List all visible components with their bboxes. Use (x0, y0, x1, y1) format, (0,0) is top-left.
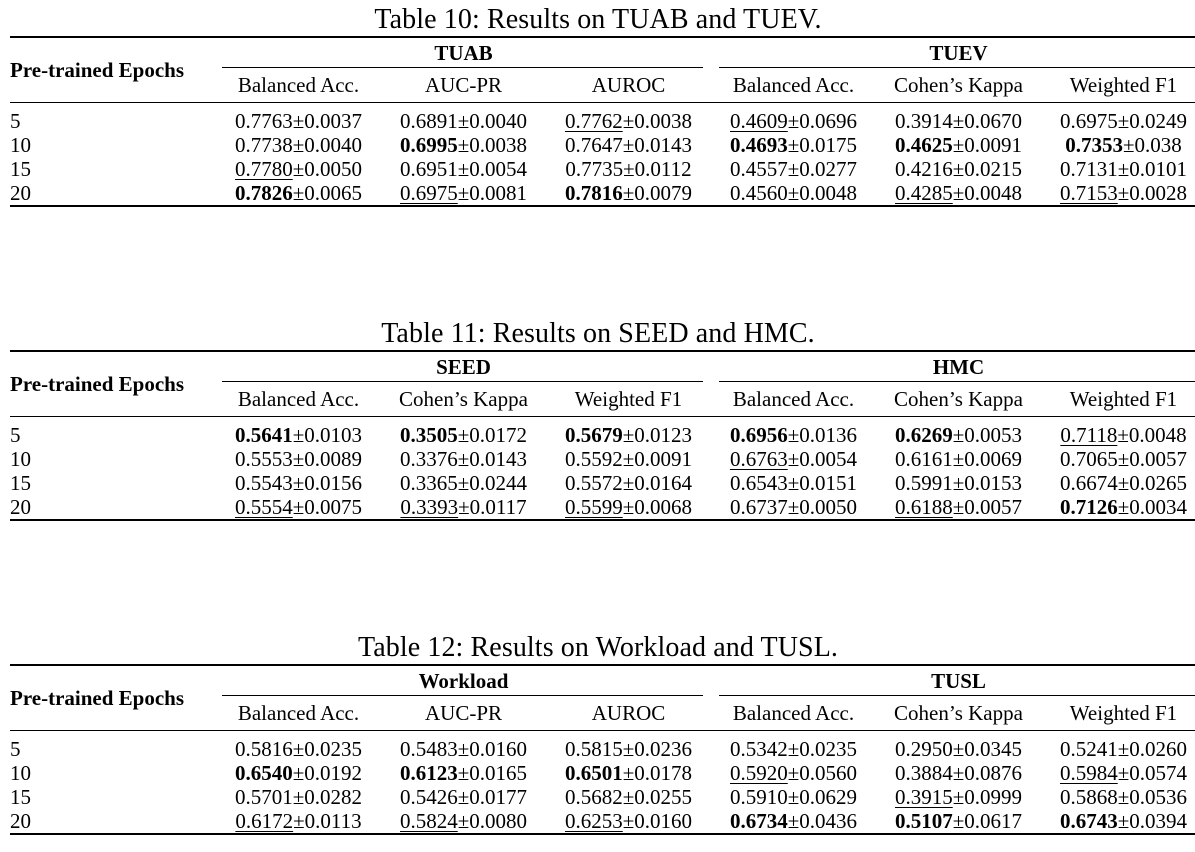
result-std: ±0.0236 (622, 737, 693, 761)
result-mean: 0.6172 (235, 809, 294, 833)
result-cell (381, 423, 546, 447)
metric-column-header: Balanced Acc. (732, 700, 855, 725)
dataset-name: TUSL (931, 668, 986, 693)
result-cell (876, 761, 1041, 785)
result-cell (381, 181, 546, 206)
result-mean: 0.5553 (234, 447, 293, 471)
result-std: ±0.0235 (787, 737, 858, 761)
result-mean: 0.5592 (564, 447, 623, 471)
result-std: ±0.038 (1122, 133, 1182, 157)
result-std: ±0.0057 (1117, 447, 1188, 471)
result-cell (1041, 471, 1195, 495)
result-cell (1041, 809, 1195, 834)
result-cell (711, 157, 876, 181)
result-cell (546, 447, 711, 471)
result-std: ±0.0143 (457, 447, 528, 471)
epochs-column-header: Pre-trained Epochs (10, 371, 185, 396)
metric-column-header: Cohen’s Kappa (894, 386, 1023, 411)
result-std: ±0.0265 (1117, 471, 1188, 495)
result-mean: 0.5920 (729, 761, 788, 785)
dataset-group-header (711, 666, 1195, 696)
result-cell (711, 423, 876, 447)
result-mean: 0.5241 (1059, 737, 1118, 761)
result-cell (216, 761, 381, 785)
result-cell (711, 181, 876, 206)
result-std: ±0.0536 (1117, 785, 1188, 809)
metric-column-header: Balanced Acc. (732, 386, 855, 411)
group-cmidrule (222, 67, 703, 68)
result-cell (381, 157, 546, 181)
table-row (10, 181, 1195, 206)
result-cell (216, 737, 381, 761)
result-std: ±0.0172 (457, 423, 528, 447)
result-std: ±0.0113 (293, 809, 362, 833)
result-cell (711, 447, 876, 471)
result-std: ±0.0345 (952, 737, 1023, 761)
result-std: ±0.0215 (952, 157, 1023, 181)
result-cell (216, 447, 381, 471)
dataset-name: TUAB (434, 40, 493, 65)
result-mean: 0.7762 (564, 109, 623, 133)
result-mean: 0.7780 (234, 157, 293, 181)
result-std: ±0.0091 (622, 447, 693, 471)
results-table (10, 664, 1195, 835)
result-cell (546, 761, 711, 785)
result-std: ±0.0081 (457, 181, 528, 205)
metric-column-header: Balanced Acc. (237, 386, 360, 411)
result-cell (216, 471, 381, 495)
result-cell (711, 785, 876, 809)
result-mean: 0.5991 (894, 471, 953, 495)
result-mean: 0.5543 (234, 471, 293, 495)
result-mean: 0.5682 (564, 785, 623, 809)
metric-column-header: Weighted F1 (1069, 72, 1178, 97)
result-cell (876, 181, 1041, 206)
results-table-block (10, 318, 1186, 521)
result-std: ±0.0050 (787, 495, 858, 519)
result-mean: 0.6123 (399, 761, 458, 785)
result-mean: 0.6734 (729, 809, 788, 833)
result-mean: 0.5910 (729, 785, 788, 809)
result-cell (1041, 157, 1195, 181)
epoch-value: 5 (10, 109, 21, 133)
result-mean: 0.6763 (729, 447, 788, 471)
result-std: ±0.0040 (292, 133, 363, 157)
result-std: ±0.0617 (952, 809, 1023, 833)
result-std: ±0.0136 (787, 423, 858, 447)
result-cell (876, 109, 1041, 133)
result-mean: 0.6253 (564, 809, 623, 833)
results-table-block (10, 632, 1186, 835)
result-mean: 0.3914 (894, 109, 953, 133)
result-cell (711, 809, 876, 834)
result-std: ±0.0156 (292, 471, 363, 495)
group-cmidrule (222, 381, 703, 382)
result-std: ±0.0235 (292, 737, 363, 761)
result-mean: 0.6975 (1059, 109, 1118, 133)
result-mean: 0.4557 (729, 157, 788, 181)
group-cmidrule (222, 695, 703, 696)
result-std: ±0.0048 (952, 181, 1023, 205)
result-cell (876, 157, 1041, 181)
result-cell (711, 737, 876, 761)
result-std: ±0.0117 (458, 495, 527, 519)
result-std: ±0.0436 (787, 809, 858, 833)
result-cell (546, 181, 711, 206)
result-cell (216, 495, 381, 520)
epoch-value: 10 (10, 761, 31, 785)
result-std: ±0.0244 (457, 471, 528, 495)
epoch-value: 20 (10, 495, 31, 519)
result-cell (711, 133, 876, 157)
result-mean: 0.6540 (234, 761, 293, 785)
result-std: ±0.0038 (457, 133, 528, 157)
result-cell (546, 109, 711, 133)
result-mean: 0.7647 (564, 133, 623, 157)
result-std: ±0.0670 (952, 109, 1023, 133)
result-mean: 0.4609 (729, 109, 788, 133)
result-mean: 0.6188 (894, 495, 953, 519)
metric-column-header: Balanced Acc. (237, 700, 360, 725)
metric-column-header: Weighted F1 (574, 386, 683, 411)
result-cell (711, 109, 876, 133)
result-std: ±0.0143 (622, 133, 693, 157)
result-mean: 0.4693 (729, 133, 788, 157)
result-cell (381, 109, 546, 133)
result-std: ±0.0038 (622, 109, 693, 133)
metric-column-header: Cohen’s Kappa (894, 72, 1023, 97)
result-cell (1041, 495, 1195, 520)
result-cell (1041, 447, 1195, 471)
result-mean: 0.5483 (399, 737, 458, 761)
result-mean: 0.5816 (234, 737, 293, 761)
result-cell (216, 785, 381, 809)
result-mean: 0.7826 (234, 181, 293, 205)
metric-column-header: Cohen’s Kappa (894, 700, 1023, 725)
result-mean: 0.7131 (1059, 157, 1118, 181)
result-cell (876, 785, 1041, 809)
result-std: ±0.0151 (787, 471, 858, 495)
result-mean: 0.6975 (399, 181, 458, 205)
dataset-name: TUEV (929, 40, 988, 65)
results-table (10, 350, 1195, 521)
result-cell (381, 809, 546, 834)
result-cell (216, 109, 381, 133)
metric-column-header: Balanced Acc. (237, 72, 360, 97)
result-mean: 0.5679 (564, 423, 623, 447)
result-cell (876, 737, 1041, 761)
epoch-value: 10 (10, 133, 31, 157)
result-std: ±0.0175 (787, 133, 858, 157)
epoch-value: 20 (10, 809, 31, 833)
result-std: ±0.0277 (787, 157, 858, 181)
result-std: ±0.0091 (952, 133, 1023, 157)
result-std: ±0.0177 (457, 785, 528, 809)
result-std: ±0.0101 (1117, 157, 1188, 181)
result-std: ±0.0629 (787, 785, 858, 809)
table-caption: Table 12: Results on Workload and TUSL. (357, 632, 839, 663)
metric-column-header: AUROC (591, 700, 666, 725)
result-std: ±0.0053 (952, 423, 1023, 447)
result-std: ±0.0080 (457, 809, 528, 833)
result-mean: 0.6674 (1059, 471, 1118, 495)
result-cell (546, 157, 711, 181)
epoch-value: 5 (10, 423, 21, 447)
result-mean: 0.5701 (234, 785, 293, 809)
epoch-value: 15 (10, 471, 31, 495)
result-std: ±0.0160 (457, 737, 528, 761)
result-std: ±0.0054 (787, 447, 858, 471)
result-std: ±0.0079 (622, 181, 693, 205)
result-cell (1041, 181, 1195, 206)
result-mean: 0.6269 (894, 423, 953, 447)
result-cell (711, 495, 876, 520)
table-row (10, 495, 1195, 520)
result-mean: 0.6891 (399, 109, 458, 133)
result-cell (216, 423, 381, 447)
result-std: ±0.0574 (1117, 761, 1188, 785)
result-cell (381, 447, 546, 471)
result-mean: 0.6501 (564, 761, 623, 785)
result-std: ±0.0164 (622, 471, 693, 495)
result-std: ±0.0876 (952, 761, 1023, 785)
result-mean: 0.5868 (1059, 785, 1118, 809)
table-caption: Table 10: Results on TUAB and TUEV. (374, 4, 822, 35)
metric-column-header: AUROC (591, 72, 666, 97)
dataset-group-header (216, 352, 711, 382)
result-std: ±0.0160 (622, 809, 693, 833)
result-std: ±0.0068 (622, 495, 693, 519)
result-std: ±0.0065 (292, 181, 363, 205)
table-row (10, 133, 1195, 157)
result-std: ±0.0089 (292, 447, 363, 471)
epochs-column-header: Pre-trained Epochs (10, 685, 185, 710)
result-mean: 0.4560 (729, 181, 788, 205)
metric-column-header: AUC-PR (424, 700, 503, 725)
epoch-value: 5 (10, 737, 21, 761)
group-cmidrule (719, 67, 1195, 68)
result-mean: 0.2950 (894, 737, 953, 761)
result-cell (216, 181, 381, 206)
result-cell (876, 423, 1041, 447)
metric-column-header: Balanced Acc. (732, 72, 855, 97)
result-cell (381, 737, 546, 761)
result-cell (876, 495, 1041, 520)
result-mean: 0.3884 (894, 761, 953, 785)
result-mean: 0.6161 (894, 447, 953, 471)
table-row (10, 809, 1195, 834)
result-mean: 0.7763 (234, 109, 293, 133)
result-std: ±0.0050 (292, 157, 363, 181)
table-row (10, 447, 1195, 471)
result-mean: 0.4285 (894, 181, 953, 205)
result-std: ±0.0057 (952, 495, 1023, 519)
result-mean: 0.5572 (564, 471, 623, 495)
result-std: ±0.0696 (787, 109, 858, 133)
result-cell (546, 133, 711, 157)
result-std: ±0.0394 (1117, 809, 1188, 833)
result-cell (1041, 737, 1195, 761)
result-cell (216, 133, 381, 157)
result-cell (1041, 133, 1195, 157)
result-mean: 0.6956 (729, 423, 788, 447)
result-cell (1041, 109, 1195, 133)
result-mean: 0.4625 (894, 133, 953, 157)
result-cell (381, 785, 546, 809)
result-mean: 0.5824 (399, 809, 458, 833)
result-std: ±0.0040 (457, 109, 528, 133)
result-mean: 0.5984 (1059, 761, 1118, 785)
dataset-group-header (216, 38, 711, 68)
result-mean: 0.5554 (234, 495, 293, 519)
epoch-value: 15 (10, 157, 31, 181)
result-std: ±0.0153 (952, 471, 1023, 495)
result-std: ±0.0112 (623, 157, 692, 181)
result-mean: 0.3376 (399, 447, 458, 471)
result-std: ±0.0028 (1117, 181, 1188, 205)
result-mean: 0.3915 (894, 785, 953, 809)
result-mean: 0.7353 (1065, 133, 1123, 157)
result-cell (546, 809, 711, 834)
result-cell (546, 471, 711, 495)
result-cell (546, 737, 711, 761)
result-cell (711, 471, 876, 495)
epoch-value: 10 (10, 447, 31, 471)
group-cmidrule (719, 381, 1195, 382)
result-mean: 0.5641 (234, 423, 293, 447)
result-cell (216, 157, 381, 181)
epoch-value: 15 (10, 785, 31, 809)
result-std: ±0.0054 (457, 157, 528, 181)
result-std: ±0.0255 (622, 785, 693, 809)
dataset-group-header (711, 352, 1195, 382)
group-cmidrule (719, 695, 1195, 696)
result-cell (876, 447, 1041, 471)
result-std: ±0.0048 (787, 181, 858, 205)
result-std: ±0.0103 (292, 423, 363, 447)
table-row (10, 109, 1195, 133)
result-mean: 0.3505 (399, 423, 458, 447)
results-table-block (10, 4, 1186, 207)
result-std: ±0.0192 (292, 761, 363, 785)
result-cell (546, 423, 711, 447)
result-mean: 0.6737 (729, 495, 788, 519)
result-std: ±0.0282 (292, 785, 363, 809)
result-cell (381, 495, 546, 520)
result-std: ±0.0034 (1117, 495, 1188, 519)
result-std: ±0.0075 (292, 495, 363, 519)
table-row (10, 737, 1195, 761)
result-std: ±0.0037 (292, 109, 363, 133)
result-std: ±0.0249 (1117, 109, 1188, 133)
result-std: ±0.0069 (952, 447, 1023, 471)
result-mean: 0.5107 (894, 809, 953, 833)
result-mean: 0.5815 (564, 737, 623, 761)
dataset-name: Workload (418, 668, 509, 693)
result-std: ±0.0178 (622, 761, 693, 785)
result-cell (876, 809, 1041, 834)
dataset-group-header (216, 666, 711, 696)
result-mean: 0.7153 (1059, 181, 1118, 205)
result-mean: 0.7118 (1060, 423, 1118, 447)
result-cell (876, 133, 1041, 157)
dataset-name: SEED (436, 354, 491, 379)
result-cell (1041, 785, 1195, 809)
epochs-column-header: Pre-trained Epochs (10, 57, 185, 82)
table-row (10, 423, 1195, 447)
result-std: ±0.0123 (622, 423, 693, 447)
result-cell (876, 471, 1041, 495)
result-std: ±0.0048 (1117, 423, 1187, 447)
dataset-group-header (711, 38, 1195, 68)
table-row (10, 471, 1195, 495)
table-caption: Table 11: Results on SEED and HMC. (381, 318, 815, 349)
result-cell (1041, 423, 1195, 447)
result-mean: 0.7816 (564, 181, 623, 205)
dataset-name: HMC (932, 354, 985, 379)
result-mean: 0.5426 (399, 785, 458, 809)
result-mean: 0.6995 (399, 133, 458, 157)
result-mean: 0.7126 (1059, 495, 1118, 519)
result-mean: 0.6951 (399, 157, 458, 181)
result-cell (546, 785, 711, 809)
result-std: ±0.0165 (457, 761, 528, 785)
result-mean: 0.7738 (234, 133, 293, 157)
results-table (10, 36, 1195, 207)
result-mean: 0.6743 (1059, 809, 1118, 833)
result-cell (711, 761, 876, 785)
metric-column-header: Weighted F1 (1069, 700, 1178, 725)
result-cell (381, 471, 546, 495)
metric-column-header: AUC-PR (424, 72, 503, 97)
result-std: ±0.0560 (787, 761, 858, 785)
metric-column-header: Weighted F1 (1069, 386, 1178, 411)
result-mean: 0.4216 (894, 157, 953, 181)
result-mean: 0.5599 (564, 495, 623, 519)
result-mean: 0.3393 (400, 495, 459, 519)
result-std: ±0.0999 (952, 785, 1023, 809)
result-mean: 0.7735 (565, 157, 624, 181)
result-cell (546, 495, 711, 520)
table-row (10, 785, 1195, 809)
result-std: ±0.0260 (1117, 737, 1188, 761)
result-mean: 0.5342 (729, 737, 788, 761)
table-row (10, 157, 1195, 181)
result-cell (1041, 761, 1195, 785)
result-cell (216, 809, 381, 834)
result-mean: 0.7065 (1059, 447, 1118, 471)
result-mean: 0.6543 (729, 471, 788, 495)
epoch-value: 20 (10, 181, 31, 205)
result-mean: 0.3365 (399, 471, 458, 495)
result-cell (381, 761, 546, 785)
metric-column-header: Cohen’s Kappa (399, 386, 528, 411)
table-row (10, 761, 1195, 785)
result-cell (381, 133, 546, 157)
